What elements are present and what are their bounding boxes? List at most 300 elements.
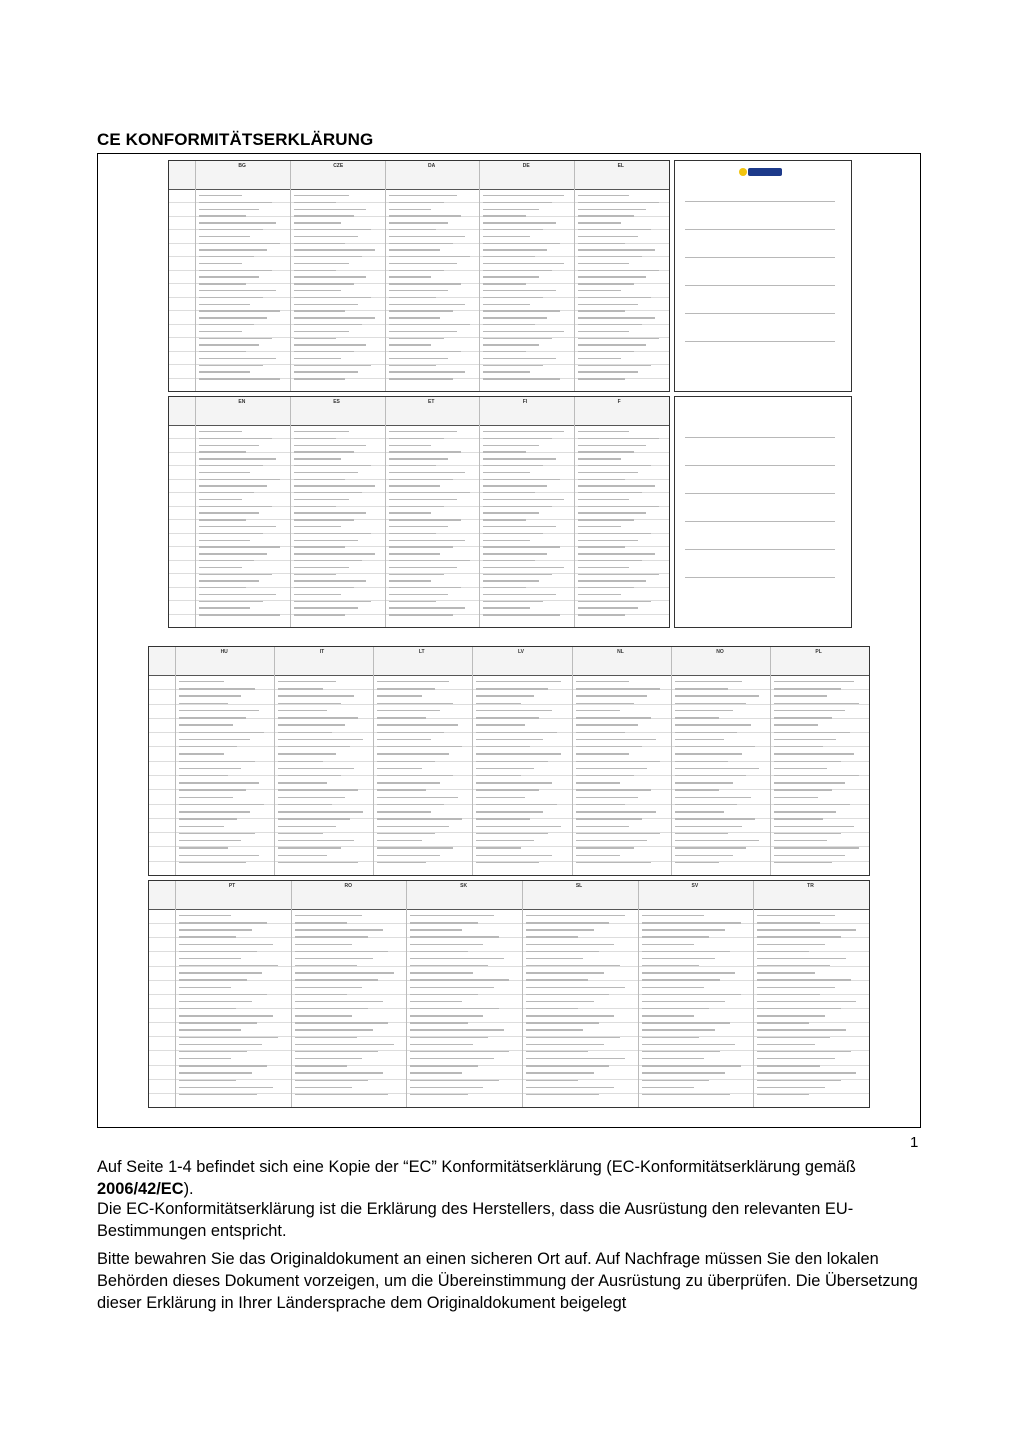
signature-line <box>685 341 835 342</box>
text-line <box>483 270 551 271</box>
text-line <box>483 331 564 332</box>
text-line <box>179 1051 247 1052</box>
text-line <box>757 972 814 973</box>
text-line <box>278 804 332 805</box>
text-line <box>199 310 280 311</box>
language-code: TR <box>807 883 814 889</box>
text-line <box>642 1008 710 1009</box>
text-line <box>675 746 755 747</box>
text-line <box>576 782 621 783</box>
text-line <box>199 458 276 459</box>
text-line <box>295 1087 352 1088</box>
text-line <box>642 915 704 916</box>
text-line <box>294 526 341 527</box>
text-line <box>526 922 609 923</box>
text-line <box>675 717 720 718</box>
language-column <box>638 881 639 1107</box>
text-line <box>389 594 449 595</box>
text-line <box>757 1094 809 1095</box>
text-line <box>483 229 543 230</box>
text-line <box>278 761 323 762</box>
text-line <box>642 972 736 973</box>
text-line <box>179 732 264 733</box>
text-line <box>199 580 259 581</box>
text-line <box>675 847 746 848</box>
paragraph-intro-text: Auf Seite 1-4 befindet sich eine Kopie der “EC” Konformitätserklärung (EC-Konformitätserklärung gemäß <box>97 1158 856 1176</box>
text-line <box>294 209 367 210</box>
text-line <box>389 243 453 244</box>
text-line <box>578 553 655 554</box>
text-line <box>483 243 560 244</box>
text-line <box>483 451 526 452</box>
new-holland-logo <box>748 168 782 176</box>
text-line <box>774 804 850 805</box>
text-line <box>578 601 651 602</box>
text-line <box>199 276 259 277</box>
text-line <box>199 229 263 230</box>
text-line <box>774 855 845 856</box>
text-line <box>576 775 634 776</box>
text-line <box>675 862 720 863</box>
language-code: SK <box>460 883 468 889</box>
text-line <box>294 614 345 615</box>
signature-line <box>685 257 835 258</box>
text-line <box>526 1015 614 1016</box>
text-line <box>278 753 336 754</box>
text-line <box>483 540 530 541</box>
text-line <box>179 1044 262 1045</box>
text-line <box>410 972 472 973</box>
text-line <box>179 1094 257 1095</box>
text-line <box>199 317 267 318</box>
text-line <box>199 607 250 608</box>
text-line <box>476 804 556 805</box>
text-line <box>389 607 466 608</box>
text-line <box>476 724 525 725</box>
text-line <box>483 445 538 446</box>
text-line <box>476 710 552 711</box>
text-line <box>642 922 741 923</box>
text-line <box>526 1087 614 1088</box>
text-line <box>278 833 323 834</box>
language-column <box>291 881 292 1107</box>
text-line <box>642 994 741 995</box>
text-line <box>377 775 453 776</box>
text-line <box>377 811 431 812</box>
text-line <box>578 587 633 588</box>
language-column <box>522 881 523 1107</box>
signature-line <box>685 577 835 578</box>
text-line <box>578 560 642 561</box>
text-line <box>578 580 646 581</box>
text-line <box>199 290 276 291</box>
language-code: PL <box>815 649 822 655</box>
text-line <box>578 607 638 608</box>
text-line <box>476 761 547 762</box>
text-line <box>278 826 336 827</box>
paragraph-intro-end: ). <box>183 1180 194 1198</box>
text-line <box>410 979 509 980</box>
text-line <box>642 1015 694 1016</box>
text-line <box>278 703 340 704</box>
page-title: CE KONFORMITÄTSERKLÄRUNG <box>97 130 374 149</box>
sheet-header <box>149 647 869 676</box>
text-line <box>389 297 436 298</box>
text-line <box>578 297 651 298</box>
text-line <box>526 972 604 973</box>
language-code: DA <box>428 163 436 169</box>
text-line <box>774 695 828 696</box>
paragraph-instructions: Bitte bewahren Sie das Originaldokument an einen sicheren Ort auf. Auf Nachfrage müssen Sie den lokalen Behörden dieses Dokument vorzeigen, um die Übereinstimmung der Ausrüstung zu überprüfen. Die Übersetzung dieser Erklärung in Ihrer Ländersprache dem Originaldokument beigelegt <box>97 1250 918 1312</box>
text-line <box>179 768 241 769</box>
text-line <box>179 936 236 937</box>
text-line <box>476 826 561 827</box>
text-line <box>576 710 621 711</box>
text-line <box>294 445 367 446</box>
text-line <box>294 601 371 602</box>
text-line <box>576 833 661 834</box>
text-line <box>578 256 642 257</box>
text-line <box>389 601 436 602</box>
text-line <box>179 717 246 718</box>
text-line <box>389 358 449 359</box>
text-line <box>294 365 371 366</box>
text-line <box>757 951 809 952</box>
text-line <box>774 732 850 733</box>
text-line <box>576 818 643 819</box>
text-line <box>199 263 242 264</box>
text-line <box>675 855 733 856</box>
text-line <box>294 553 375 554</box>
language-column <box>479 397 480 627</box>
text-line <box>389 438 444 439</box>
text-line <box>179 987 231 988</box>
text-line <box>179 1058 231 1059</box>
signature-line <box>685 465 835 466</box>
text-line <box>294 458 341 459</box>
language-code: ES <box>333 399 340 405</box>
text-line <box>578 451 633 452</box>
language-code: HU <box>220 649 228 655</box>
text-line <box>578 378 625 379</box>
text-line <box>476 797 525 798</box>
text-line <box>476 717 538 718</box>
text-line <box>199 236 250 237</box>
language-column <box>574 397 575 627</box>
text-line <box>576 732 625 733</box>
text-line <box>476 739 543 740</box>
text-line <box>757 1065 819 1066</box>
text-line <box>578 344 646 345</box>
language-column <box>175 647 176 875</box>
text-line <box>179 811 250 812</box>
text-line <box>410 936 498 937</box>
text-line <box>410 1015 483 1016</box>
text-line <box>675 789 720 790</box>
text-line <box>576 855 621 856</box>
text-line <box>410 944 483 945</box>
text-line <box>389 290 449 291</box>
text-line <box>576 789 652 790</box>
text-line <box>377 833 435 834</box>
text-line <box>389 479 453 480</box>
text-line <box>757 929 856 930</box>
text-line <box>675 761 729 762</box>
text-line <box>642 929 725 930</box>
text-line <box>389 512 432 513</box>
text-line <box>483 560 534 561</box>
text-line <box>578 202 659 203</box>
text-line <box>774 681 854 682</box>
text-line <box>295 1037 357 1038</box>
text-line <box>199 331 242 332</box>
text-line <box>389 215 462 216</box>
text-line <box>389 371 466 372</box>
text-line <box>483 324 534 325</box>
text-line <box>199 499 242 500</box>
text-line <box>278 775 340 776</box>
text-line <box>410 958 504 959</box>
text-line <box>294 202 337 203</box>
text-line <box>578 479 625 480</box>
text-line <box>377 804 444 805</box>
text-line <box>295 922 347 923</box>
text-line <box>476 847 521 848</box>
text-line <box>377 688 435 689</box>
language-column <box>406 881 407 1107</box>
text-line <box>526 979 588 980</box>
text-line <box>578 236 638 237</box>
text-line <box>578 574 659 575</box>
text-line <box>377 789 426 790</box>
text-line <box>578 276 646 277</box>
text-line <box>526 1001 594 1002</box>
text-line <box>483 236 530 237</box>
text-line <box>294 472 358 473</box>
text-line <box>675 797 751 798</box>
text-line <box>675 753 742 754</box>
text-line <box>576 695 647 696</box>
text-line <box>179 979 247 980</box>
text-line <box>675 703 746 704</box>
text-line <box>179 789 246 790</box>
text-line <box>576 753 630 754</box>
text-line <box>576 826 630 827</box>
text-line <box>389 256 470 257</box>
text-line <box>642 951 730 952</box>
text-line <box>377 717 426 718</box>
text-line <box>774 739 836 740</box>
text-line <box>377 782 439 783</box>
text-line <box>377 739 431 740</box>
text-line <box>278 732 332 733</box>
text-line <box>526 1008 578 1009</box>
text-line <box>642 1037 699 1038</box>
text-line <box>199 358 276 359</box>
text-line <box>199 546 280 547</box>
text-line <box>526 944 614 945</box>
text-line <box>389 331 457 332</box>
text-line <box>774 818 823 819</box>
language-column <box>175 881 176 1107</box>
text-line <box>389 546 453 547</box>
text-line <box>199 195 242 196</box>
text-line <box>294 451 354 452</box>
text-line <box>199 256 254 257</box>
signature-line <box>685 229 835 230</box>
paragraph-intro <box>97 1156 932 1200</box>
text-line <box>389 560 470 561</box>
text-line <box>576 739 656 740</box>
text-line <box>294 195 349 196</box>
text-line <box>476 855 552 856</box>
text-line <box>578 519 633 520</box>
text-line <box>294 283 354 284</box>
text-line <box>410 1022 467 1023</box>
text-line <box>578 614 625 615</box>
text-line <box>294 499 349 500</box>
text-line <box>483 499 564 500</box>
text-line <box>476 768 534 769</box>
text-line <box>483 465 543 466</box>
text-line <box>576 703 634 704</box>
text-line <box>578 270 659 271</box>
text-line <box>295 1072 383 1073</box>
text-line <box>199 594 276 595</box>
text-line <box>483 263 564 264</box>
text-line <box>294 297 371 298</box>
text-line <box>774 775 859 776</box>
text-line <box>294 290 341 291</box>
text-line <box>578 540 638 541</box>
text-line <box>179 826 224 827</box>
text-line <box>179 972 262 973</box>
text-line <box>578 358 621 359</box>
language-column <box>195 397 196 627</box>
text-line <box>410 915 493 916</box>
text-line <box>410 1080 498 1081</box>
text-line <box>377 768 422 769</box>
text-line <box>199 574 272 575</box>
text-line <box>578 249 655 250</box>
text-line <box>295 972 394 973</box>
text-line <box>476 775 521 776</box>
text-line <box>295 1080 368 1081</box>
text-line <box>526 1072 594 1073</box>
text-line <box>295 987 363 988</box>
text-line <box>483 533 543 534</box>
language-column <box>671 647 672 875</box>
text-line <box>199 215 246 216</box>
text-line <box>294 485 375 486</box>
text-line <box>642 1087 694 1088</box>
text-line <box>483 202 551 203</box>
text-line <box>774 761 841 762</box>
declaration-sheet <box>168 160 670 392</box>
text-line <box>179 746 237 747</box>
text-line <box>774 826 854 827</box>
text-line <box>578 338 659 339</box>
text-line <box>578 458 621 459</box>
text-line <box>199 526 276 527</box>
text-line <box>578 351 633 352</box>
text-line <box>294 371 358 372</box>
text-line <box>642 1094 730 1095</box>
text-line <box>642 1065 741 1066</box>
text-line <box>526 965 620 966</box>
text-line <box>389 506 444 507</box>
text-line <box>578 438 659 439</box>
text-line <box>294 331 349 332</box>
text-line <box>294 574 337 575</box>
text-line <box>377 847 453 848</box>
text-line <box>278 681 336 682</box>
text-line <box>578 594 621 595</box>
text-line <box>294 431 349 432</box>
language-column <box>290 161 291 391</box>
text-line <box>377 753 448 754</box>
text-line <box>483 256 534 257</box>
text-line <box>642 944 694 945</box>
text-line <box>295 979 378 980</box>
text-line <box>377 761 435 762</box>
text-line <box>526 1094 599 1095</box>
text-line <box>179 1072 252 1073</box>
text-line <box>389 283 462 284</box>
text-line <box>179 1087 273 1088</box>
text-line <box>295 1065 347 1066</box>
text-line <box>199 202 272 203</box>
text-line <box>199 304 250 305</box>
declaration-scan-figure <box>97 153 921 1128</box>
text-line <box>774 840 828 841</box>
text-line <box>578 317 655 318</box>
text-line <box>377 855 439 856</box>
text-line <box>483 365 543 366</box>
language-code: ET <box>428 399 435 405</box>
text-line <box>757 979 851 980</box>
language-column <box>290 397 291 627</box>
text-line <box>578 331 629 332</box>
text-line <box>179 1080 236 1081</box>
text-line <box>294 465 371 466</box>
text-line <box>483 371 530 372</box>
language-code: PT <box>228 883 236 889</box>
text-line <box>294 276 367 277</box>
text-line <box>757 936 840 937</box>
text-line <box>199 371 250 372</box>
text-line <box>578 472 638 473</box>
text-line <box>295 1015 352 1016</box>
text-line <box>675 818 755 819</box>
text-line <box>483 351 526 352</box>
language-code: FI <box>522 399 528 405</box>
text-line <box>179 965 278 966</box>
text-line <box>774 753 854 754</box>
text-line <box>483 512 538 513</box>
text-line <box>389 587 462 588</box>
text-line <box>410 1037 488 1038</box>
text-line <box>377 840 422 841</box>
text-line <box>476 818 530 819</box>
text-line <box>526 1051 588 1052</box>
text-line <box>483 479 560 480</box>
language-column <box>385 161 386 391</box>
text-line <box>278 818 349 819</box>
text-line <box>675 804 737 805</box>
text-line <box>675 681 742 682</box>
text-line <box>774 768 828 769</box>
